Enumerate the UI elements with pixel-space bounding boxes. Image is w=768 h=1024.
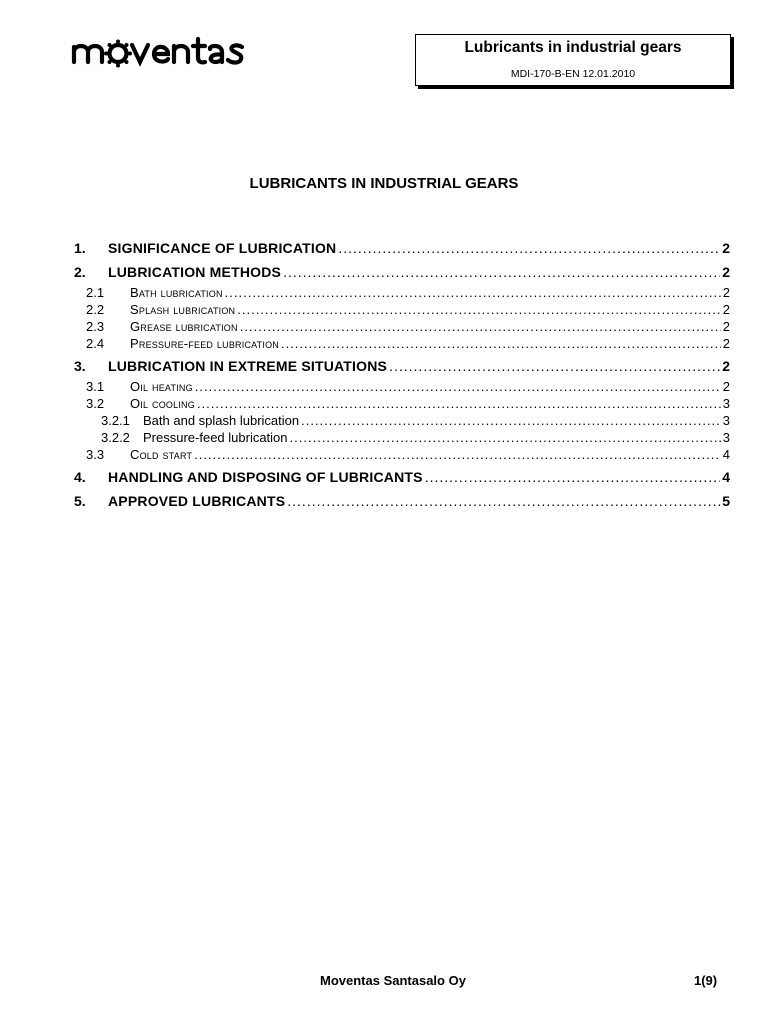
toc-label: Pressure-feed lubrication: [143, 430, 288, 445]
toc-page-number: 2: [722, 358, 730, 374]
toc-leader-dots: [301, 412, 721, 429]
toc-label: LUBRICATION METHODS: [108, 264, 282, 280]
toc-entry-4[interactable]: [74, 465, 730, 489]
toc-label: Oil heating: [130, 379, 193, 394]
toc-entry-5[interactable]: [74, 489, 730, 513]
toc-label: LUBRICATION IN EXTREME SITUATIONS: [108, 358, 388, 374]
toc-leader-dots: [290, 429, 721, 446]
toc-number: 3.3: [86, 447, 105, 462]
toc-entry-2-3[interactable]: [74, 318, 730, 335]
toc-entry-3-2[interactable]: [74, 395, 730, 412]
table-of-contents: [74, 236, 730, 513]
toc-label: HANDLING AND DISPOSING OF LUBRICANTS: [108, 469, 423, 485]
toc-page-number: 3: [722, 430, 730, 445]
toc-label: Pressure-feed lubrication: [130, 336, 279, 351]
toc-label: APPROVED LUBRICANTS: [108, 493, 286, 509]
toc-number: 3.2.2: [101, 430, 130, 445]
toc-number: 2.1: [86, 285, 105, 300]
toc-entry-2-1[interactable]: [74, 284, 730, 301]
toc-page-number: 3: [722, 396, 730, 411]
toc-number: 3.2: [86, 396, 105, 411]
toc-page-number: 4: [722, 469, 730, 485]
toc-page-number: 2: [722, 285, 730, 300]
toc-page-number: 5: [722, 493, 730, 509]
toc-entry-2-4[interactable]: [74, 335, 730, 352]
toc-leader-dots: [281, 335, 721, 352]
toc-number: 5.: [74, 493, 86, 509]
toc-page-number: 2: [722, 319, 730, 334]
toc-entry-3-2-2[interactable]: [74, 429, 730, 446]
document-title: LUBRICANTS IN INDUSTRIAL GEARS: [249, 175, 519, 192]
footer-page-number: 1(9): [694, 973, 718, 988]
toc-number: 2.3: [86, 319, 105, 334]
toc-number: 2.2: [86, 302, 105, 317]
header-title: Lubricants in industrial gears: [464, 39, 682, 56]
toc-leader-dots: [225, 284, 721, 301]
toc-page-number: 2: [722, 379, 730, 394]
toc-number: 4.: [74, 469, 86, 485]
toc-leader-dots: [194, 446, 721, 463]
toc-entry-3-2-1[interactable]: [74, 412, 730, 429]
toc-leader-dots: [195, 378, 721, 395]
toc-leader-dots: [237, 301, 721, 318]
toc-leader-dots: [389, 354, 720, 378]
toc-entry-3[interactable]: [74, 354, 730, 378]
toc-page-number: 2: [722, 336, 730, 351]
toc-label: Cold start: [130, 447, 193, 462]
toc-number: 2.4: [86, 336, 105, 351]
toc-page-number: 4: [722, 447, 730, 462]
moventas-logo: [70, 30, 260, 76]
toc-entry-1[interactable]: [74, 236, 730, 260]
toc-entry-2-2[interactable]: [74, 301, 730, 318]
toc-page-number: 2: [722, 240, 730, 256]
toc-entry-3-1[interactable]: [74, 378, 730, 395]
toc-label: SIGNIFICANCE OF LUBRICATION: [108, 240, 337, 256]
moventas-logo-graphic: [70, 30, 260, 76]
toc-entry-2[interactable]: [74, 260, 730, 284]
toc-leader-dots: [197, 395, 721, 412]
toc-leader-dots: [283, 260, 720, 284]
toc-number: 1.: [74, 240, 86, 256]
toc-page-number: 3: [722, 413, 730, 428]
toc-entry-3-3[interactable]: [74, 446, 730, 463]
toc-label: Splash lubrication: [130, 302, 236, 317]
toc-label: Grease lubrication: [130, 319, 238, 334]
toc-label: Oil cooling: [130, 396, 195, 411]
toc-label: Bath and splash lubrication: [143, 413, 300, 428]
footer-company-name: Moventas Santasalo Oy: [320, 973, 466, 988]
toc-page-number: 2: [722, 264, 730, 280]
document-header-box: [415, 34, 731, 86]
toc-leader-dots: [287, 489, 720, 513]
toc-number: 3.: [74, 358, 86, 374]
toc-number: 3.2.1: [101, 413, 130, 428]
toc-number: 3.1: [86, 379, 105, 394]
toc-leader-dots: [425, 465, 721, 489]
header-doc-meta: MDI-170-B-EN 12.01.2010: [510, 68, 636, 80]
toc-label: Bath lubrication: [130, 285, 223, 300]
toc-number: 2.: [74, 264, 86, 280]
toc-leader-dots: [240, 318, 721, 335]
toc-leader-dots: [338, 236, 720, 260]
toc-page-number: 2: [722, 302, 730, 317]
